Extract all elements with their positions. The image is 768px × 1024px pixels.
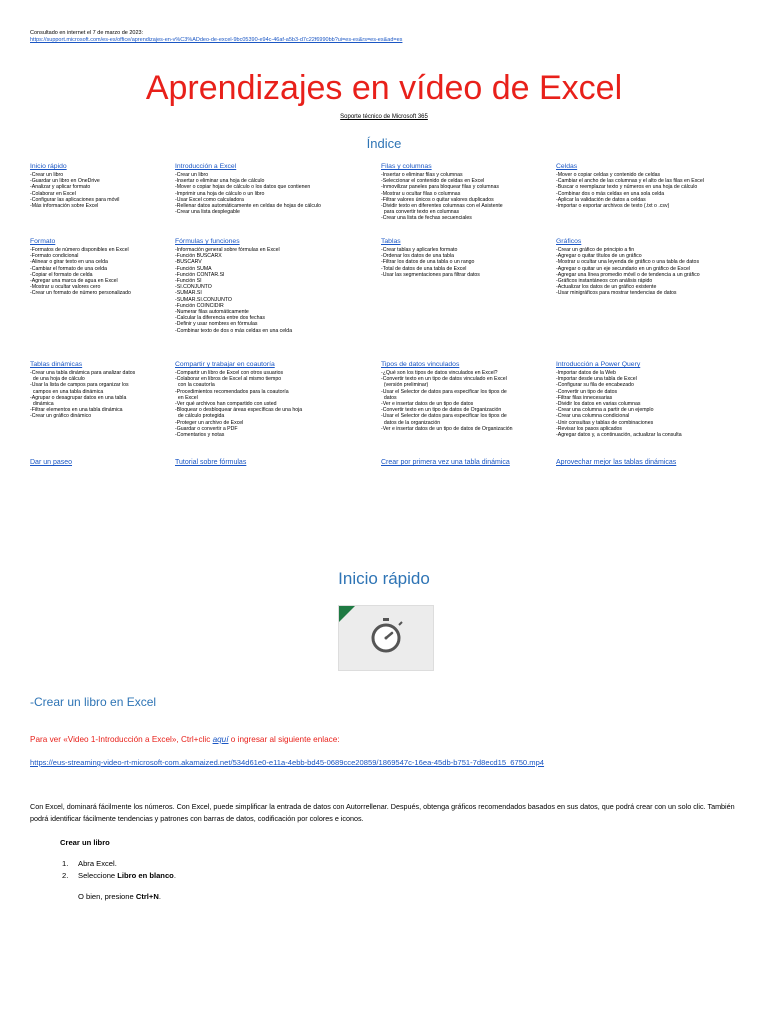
index-cell [381, 361, 513, 432]
index-cell-heading-link[interactable]: Formato [30, 238, 56, 245]
index-cell-item: -Calcular la diferencia entre dos fechas [175, 315, 265, 322]
alt-after: . [158, 892, 161, 901]
page-subtitle: Soporte técnico de Microsoft 365 [340, 114, 428, 120]
list-item [62, 858, 176, 870]
index-cell [175, 361, 302, 438]
index-cell-item: con la coautoría [175, 382, 215, 389]
index-cell-heading-link[interactable]: Fórmulas y funciones [175, 238, 240, 245]
index-cell [556, 238, 700, 297]
index-cell-item: -Buscar o reemplazar texto y números en una hoja de cálculo [556, 184, 698, 191]
index-cell-item: -Colaborar en Excel [30, 190, 76, 197]
index-cell-item: -Copiar el formato de celda [30, 271, 93, 278]
index-cell [175, 163, 321, 215]
index-cell [30, 361, 135, 420]
index-cell-item: -Aplicar la validación de datos a celdas [556, 196, 646, 203]
index-cell-item: -Compartir un libro de Excel con otros usuarios [175, 370, 284, 376]
index-cell-item: -Crear un gráfico de principio a fin [556, 247, 635, 253]
index-cell-item: -Agrupar o desagrupar datos en una tabla [30, 394, 127, 401]
index-cell-item: datos de la organización [381, 419, 441, 426]
video-instruction [30, 735, 340, 744]
index-cell-item: -Definir y usar nombres en fórmulas [175, 321, 258, 328]
index-cell-item: -Seleccionar el contenido de celdas en Excel [381, 178, 485, 185]
index-cell-item: -Importar datos de la Web [556, 370, 616, 376]
index-cell-item: -Ver qué archivos han compartido con usted [175, 401, 277, 408]
index-cell-item: -Formato condicional [30, 253, 79, 260]
index-cell-item: -Crear una tabla dinámica para analizar datos [30, 370, 136, 376]
index-cell-item: -Crear una columna condicional [556, 413, 630, 420]
step-number: 2. [62, 871, 69, 880]
index-cell-item: -Convertir un tipo de datos [556, 388, 618, 395]
index-cell-item: -Importar o exportar archivos de texto (.txt o .csv) [556, 203, 670, 210]
index-cell-item: -Mostrar u ocultar valores cero [30, 284, 101, 291]
consult-url-link[interactable]: https://support.microsoft.com/es-es/office/aprendizajes-en-v%C3%ADdeo-de-excel-9bc05390-e94c-46af-a5b3-d7c22f6990bb?ui=es-es&rs=es-es&ad=es [30, 37, 403, 43]
subsection-title: -Crear un libro en Excel [30, 695, 157, 709]
index-cell-heading-link[interactable]: Filas y columnas [381, 163, 432, 170]
index-cell-item: -Ordenar los datos de una tabla [381, 253, 454, 260]
index-cell [30, 238, 131, 297]
list-item [62, 870, 176, 882]
index-cell [381, 163, 503, 222]
index-cell-item: de una hoja de cálculo [30, 376, 85, 383]
index-cell-heading-link[interactable]: Gráficos [556, 238, 582, 245]
index-cell-item: -Crear un gráfico dinámico [30, 413, 92, 420]
index-cell-item: -BUSCARV [175, 259, 202, 266]
index-cell-item: (versión preliminar) [381, 382, 429, 389]
index-cell-item: de cálculo protegida [175, 413, 225, 420]
index-cell-item: -Convertir texto en un tipo de datos vinculado en Excel [381, 376, 507, 383]
index-cell-item: -Agregar datos y, a continuación, actualizar la consulta [556, 432, 682, 439]
index-cell-item: -Mostrar u ocultar filas o columnas [381, 190, 461, 197]
index-cell-item: -Función CONTAR.SI [175, 271, 225, 278]
index-cell-item: -Configurar las aplicaciones para móvil [30, 196, 120, 203]
index-cell-item: -Agregar una marca de agua en Excel [30, 278, 118, 285]
index-cell-item: -Más información sobre Excel [30, 203, 99, 210]
index-cell-item: -Mostrar u ocultar una leyenda de gráfico o una tabla de datos [556, 259, 700, 266]
index-cell-item: datos [381, 394, 397, 401]
index-cell-item: -Usar la lista de campos para organizar los [30, 382, 129, 389]
index-cell-heading-link[interactable]: Tablas [381, 238, 401, 245]
video-instruction-suffix: o ingresar al siguiente enlace: [228, 735, 340, 744]
index-cell [30, 163, 119, 209]
step-text: Abra Excel. [78, 859, 117, 868]
index-cell-item: -Guardar o convertir a PDF [175, 425, 238, 432]
index-cell-item: -Bloquear o desbloquear áreas específicas de una hoja [175, 407, 303, 414]
index-cell-item: -Usar el Selector de datos para especificar los tipos de [381, 388, 507, 395]
footer-link-aprovechar-tablas[interactable]: Aprovechar mejor las tablas dinámicas [556, 459, 677, 466]
index-cell-item: -Ver e insertar datos de un tipo de datos [381, 401, 474, 408]
index-cell-item: -Función SUMA [175, 265, 212, 272]
index-cell-item: -Analizar y aplicar formato [30, 184, 91, 191]
index-cell-item: -Imprimir una hoja de cálculo o un libro [175, 190, 265, 197]
index-cell-item: -Agregar una línea promedio móvil o de tendencia a un gráfico [556, 271, 700, 278]
index-cell-heading-link[interactable]: Celdas [556, 163, 578, 170]
section-title: Inicio rápido [338, 569, 430, 588]
crear-libro-heading: Crear un libro [60, 838, 110, 847]
index-cell-item: -Crear una lista de fechas secuenciales [381, 215, 472, 222]
footer-link-tabla-dinamica[interactable]: Crear por primera vez una tabla dinámica [381, 459, 510, 466]
index-cell-item: -Crear una lista desplegable [175, 209, 240, 216]
index-cell-item: -Agregar o quitar un eje secundario en un gráfico de Excel [556, 265, 691, 272]
index-cell-heading-link[interactable]: Tablas dinámicas [30, 361, 83, 368]
index-cell-item: -Mover o copiar hojas de cálculo o los datos que contienen [175, 184, 311, 191]
index-cell-item: -Importar desde una tabla de Excel [556, 376, 637, 383]
index-cell-item: -Crear un formato de número personalizado [30, 290, 131, 297]
consult-note [30, 30, 402, 44]
index-cell-item: en Excel [175, 394, 198, 401]
index-cell-item: -Usar Excel como calculadora [175, 196, 244, 203]
consult-line: Consultado en internet el 7 de marzo de 2023: [30, 30, 144, 36]
index-cell-item: -SUMAR.SI.CONJUNTO [175, 296, 232, 303]
index-cell-item: -Inmovilizar paneles para bloquear filas y columnas [381, 184, 499, 191]
intro-paragraph: Con Excel, dominará fácilmente los números. Con Excel, puede simplificar la entrada de datos con Autorrellenar. Después, obtenga gráficos recomendados basados en sus datos, que podrá crear con un solo clic. También podrá identificar fácilmente tendencias y patrones con barras de datos, codificación por colores e iconos. [30, 802, 735, 823]
index-cell-item: -Crear tablas y aplicarles formato [381, 247, 458, 253]
step-text: Seleccione [78, 871, 118, 880]
index-cell-item: -Dividir texto en diferentes columnas con el Asistente [381, 203, 503, 210]
index-cell-item: -Convertir texto en un tipo de datos de Organización [381, 407, 502, 414]
index-cell-item: -Rellenar datos automáticamente en celdas de hojas de cálculo [175, 203, 321, 210]
index-cell-item: -Combinar texto de dos o más celdas en una celda [175, 327, 293, 334]
footer-link-tutorial-formulas[interactable]: Tutorial sobre fórmulas [175, 459, 247, 466]
index-cell-item: -Mover o copiar celdas y contenido de celdas [556, 172, 661, 178]
index-cell-item: -Procedimientos recomendados para la coautoría [175, 388, 289, 395]
index-cell-item: -Combinar dos o más celdas en una sola celda [556, 190, 665, 197]
steps-list [62, 858, 176, 882]
index-cell-item: -Filtrar elementos en una tabla dinámica [30, 407, 123, 414]
index-cell-item: -Función BUSCARX [175, 253, 222, 260]
page-title: Aprendizajes en vídeo de Excel [145, 69, 623, 107]
index-cell-item: -Alinear o girar texto en una celda [30, 259, 108, 266]
index-cell-item: campos en una tabla dinámica [30, 388, 104, 395]
index-cell-item: -Insertar o eliminar filas y columnas [381, 172, 463, 178]
index-cell-item: -Colaborar en libros de Excel al mismo tiempo [175, 376, 282, 383]
index-cell-item: -Unir consultas y tablas de combinaciones [556, 419, 654, 426]
index-cell-item: -Cambiar el ancho de las columnas y el alto de las filas en Excel [556, 178, 704, 185]
index-cell-item: -Información general sobre fórmulas en Excel [175, 247, 280, 253]
alt-text: O bien, presione [78, 892, 136, 901]
index-cell-item: -Numerar filas automáticamente [175, 309, 249, 316]
index-cell-item: -Dividir los datos en varias columnas [556, 401, 641, 408]
index-cell-item: -Función SI [175, 278, 202, 285]
index-cell-item: -Total de datos de una tabla de Excel [381, 265, 467, 272]
index-cell-item: -Filtrar los datos de una tabla o un rango [381, 259, 475, 266]
index-cell-item: -Función COINCIDIR [175, 302, 224, 309]
index-cell-item: -Proteger un archivo de Excel [175, 419, 244, 426]
video-url-link[interactable]: https://eus-streaming-video-rt-microsoft-com.akamaized.net/534d61e0-e11a-4ebb-bd45-0689cce20859/1869547c-16ea-45db-b751-7d8ecd15_6750.mp4 [30, 758, 545, 767]
video-thumbnail[interactable] [338, 605, 434, 671]
step-after: . [173, 871, 176, 880]
index-cell-heading-link[interactable]: Tipos de datos vinculados [381, 361, 460, 368]
index-cell-item: -Filtrar valores únicos o quitar valores duplicados [381, 196, 494, 203]
index-cell-item: dinámica [30, 401, 54, 408]
index-cell-item: -SI.CONJUNTO [175, 284, 212, 291]
index-cell-heading-link[interactable]: Introducción a Excel [175, 163, 237, 170]
index-cell-item: -SUMAR.SI [175, 290, 202, 297]
index-cell-item: -Usar minigráficos para mostrar tendencias de datos [556, 290, 677, 297]
index-cell-item: -¿Qué son los tipos de datos vinculados en Excel? [381, 370, 498, 376]
index-heading: Índice [366, 136, 402, 151]
index-cell-item: -Gráficos instantáneos con análisis rápido [556, 278, 653, 285]
index-cell [556, 163, 704, 209]
index-cell-item: -Agregar o quitar títulos de un gráfico [556, 253, 642, 260]
step-bold: Libro en blanco [117, 871, 174, 880]
index-cell-item: -Formatos de número disponibles en Excel [30, 247, 129, 253]
index-cell-item: -Insertar o eliminar una hoja de cálculo [175, 178, 265, 185]
footer-link-dar-un-paseo[interactable]: Dar un paseo [30, 459, 73, 466]
index-cell-item: -Ver e insertar datos de un tipo de datos de Organización [381, 425, 513, 432]
alt-shortcut-line [78, 892, 161, 901]
index-cell-heading-link[interactable]: Introducción a Power Query [556, 361, 641, 368]
index-cell-item: -Cambiar el formato de una celda [30, 265, 107, 272]
index-cell [381, 238, 480, 278]
index-cell-item: -Configurar su fila de encabezado [556, 382, 634, 389]
index-cell-item: -Crear una columna a partir de un ejemplo [556, 407, 654, 414]
index-cell-item: -Usar las segmentaciones para filtrar datos [381, 271, 480, 278]
alt-shortcut: Ctrl+N [135, 892, 159, 901]
index-cell-item: para convertir texto en columnas [381, 209, 460, 216]
index-cell-item: -Revisar los pasos aplicados [556, 425, 623, 432]
index-cell-item: -Actualizar los datos de un gráfico existente [556, 284, 657, 291]
index-cell-item: -Filtrar filas innecesarias [556, 394, 613, 401]
video-link-aqui[interactable]: aquí [212, 735, 229, 744]
index-cell-item: -Comentarios y notas [175, 432, 225, 439]
index-cell-heading-link[interactable]: Compartir y trabajar en coautoría [175, 361, 275, 368]
index-cell-heading-link[interactable]: Inicio rápido [30, 163, 67, 170]
index-cell-item: -Crear un libro [30, 172, 64, 178]
index-cell-item: -Crear un libro [175, 172, 209, 178]
index-cell [175, 238, 292, 334]
index-cell-item: -Guardar un libro en OneDrive [30, 178, 100, 185]
video-instruction-prefix: Para ver «Video 1-Introducción a Excel», Ctrl+clic [30, 735, 213, 744]
index-cell-item: -Usar el Selector de datos para especificar los tipos de [381, 413, 507, 420]
excel-corner-flag [339, 606, 355, 622]
step-number: 1. [62, 859, 69, 868]
index-cell [556, 361, 682, 438]
